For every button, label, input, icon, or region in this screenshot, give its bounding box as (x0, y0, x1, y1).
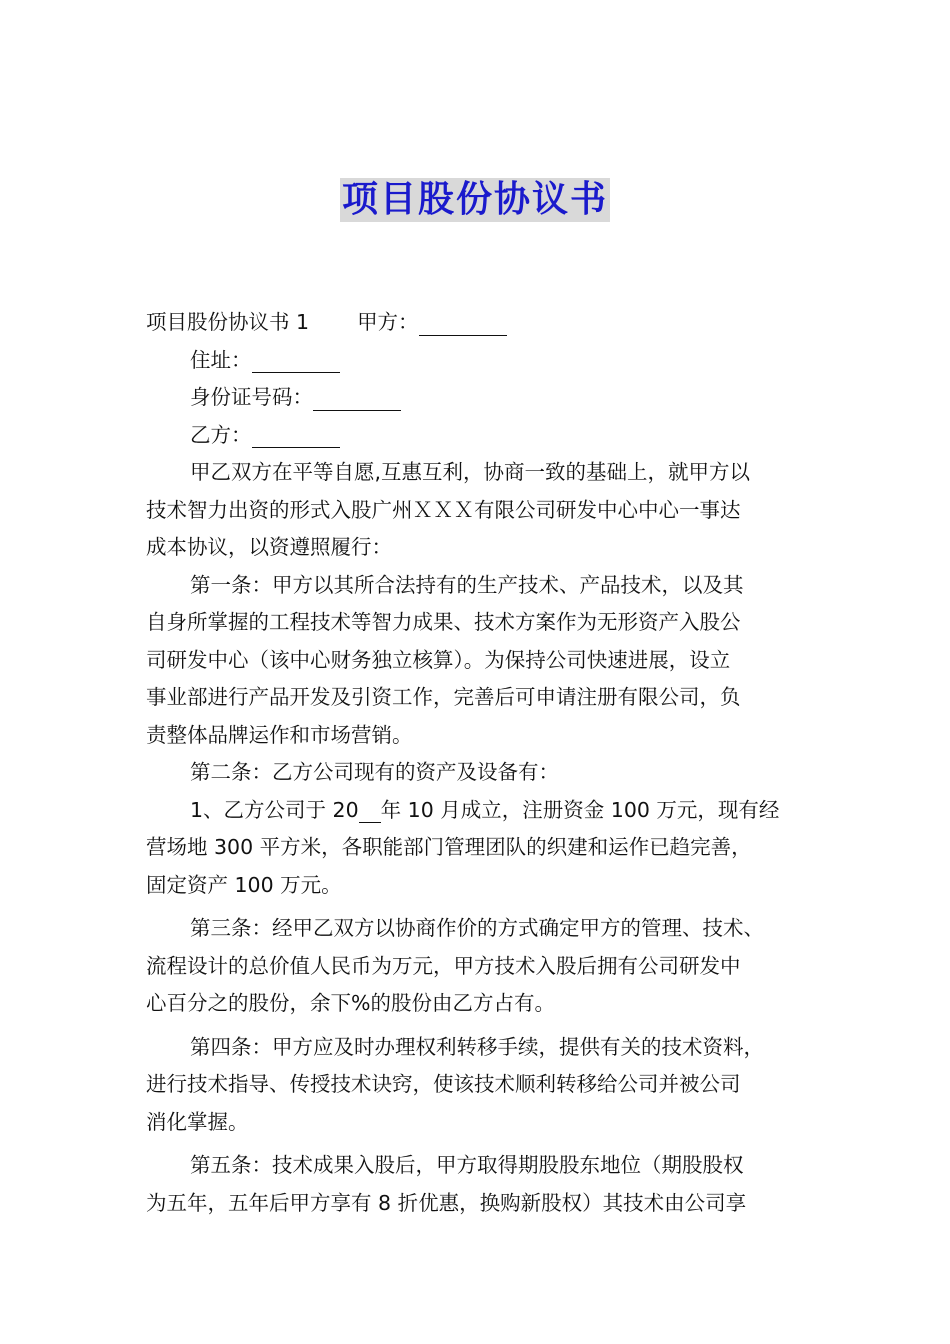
article2-item1-part2: 年 10 月成立，注册资金 100 万元，现有经 (380, 797, 780, 822)
article1-line: 自身所掌握的工程技术等智力成果、技术方案作为无形资产入股公 (146, 610, 741, 634)
header-line (146, 304, 810, 342)
article3-line: 心百分之的股份，余下%的股份由乙方占有。 (146, 991, 555, 1015)
article2-heading: 第二条：乙方公司现有的资产及设备有： (190, 760, 559, 784)
article1-line: 司研发中心（该中心财务独立核算）。为保持公司快速进展，设立 (146, 647, 731, 672)
id-line (146, 379, 810, 417)
id-blank (313, 384, 401, 411)
article3-line: 流程设计的总价值人民币为万元，甲方技术入股后拥有公司研发中 (146, 953, 741, 978)
article5-line: 为五年，五年后甲方享有 8 折优惠，换购新股权）其技术由公司享 (146, 1190, 747, 1215)
intro-line: 技术智力出资的形式入股广州ＸＸＸ有限公司研发中心中心一事达 (146, 497, 741, 522)
intro-line: 成本协议，以资遵照履行： (146, 535, 392, 559)
article5-line: 第五条：技术成果入股后，甲方取得期股股东地位（期股股权 (190, 1153, 744, 1177)
party-a-blank (419, 309, 507, 336)
address-blank (252, 346, 340, 373)
party-b-line (146, 417, 810, 455)
article1-line: 责整体品牌运作和市场营销。 (146, 722, 413, 747)
article2-item1-line (146, 792, 810, 830)
intro-line: 甲乙双方在平等自愿,互惠互利，协商一致的基础上，就甲方以 (190, 460, 751, 484)
article2-item1-part1: 1、乙方公司于 20 (190, 797, 359, 822)
article4-line: 进行技术指导、传授技术诀窍，使该技术顺利转移给公司并被公司 (146, 1072, 741, 1096)
article4-line: 第四条：甲方应及时办理权利转移手续，提供有关的技术资料， (190, 1034, 764, 1059)
article2-item1-line3: 固定资产 100 万元。 (146, 872, 342, 897)
address-label: 住址： (190, 347, 252, 372)
address-line (146, 342, 810, 380)
document-title: 项目股份协议书 (341, 179, 608, 220)
title-container (0, 178, 950, 222)
year-blank (359, 796, 381, 823)
article1-line: 第一条：甲方以其所合法持有的生产技术、产品技术，以及其 (190, 572, 744, 597)
article3-line: 第三条：经甲乙双方以协商作价的方式确定甲方的管理、技术、 (190, 916, 764, 940)
article4-line: 消化掌握。 (146, 1109, 249, 1134)
doc-ref: 项目股份协议书 1 (146, 310, 310, 334)
document-body (146, 304, 810, 1222)
party-a-label: 甲方： (357, 310, 419, 334)
party-b-blank (252, 421, 340, 448)
party-b-label: 乙方： (190, 422, 252, 447)
article1-line: 事业部进行产品开发及引资工作，完善后可申请注册有限公司，负 (146, 685, 741, 709)
id-label: 身份证号码： (190, 385, 313, 409)
article2-item1-line2: 营场地 300 平方米，各职能部门管理团队的织建和运作已趋完善， (146, 835, 752, 859)
